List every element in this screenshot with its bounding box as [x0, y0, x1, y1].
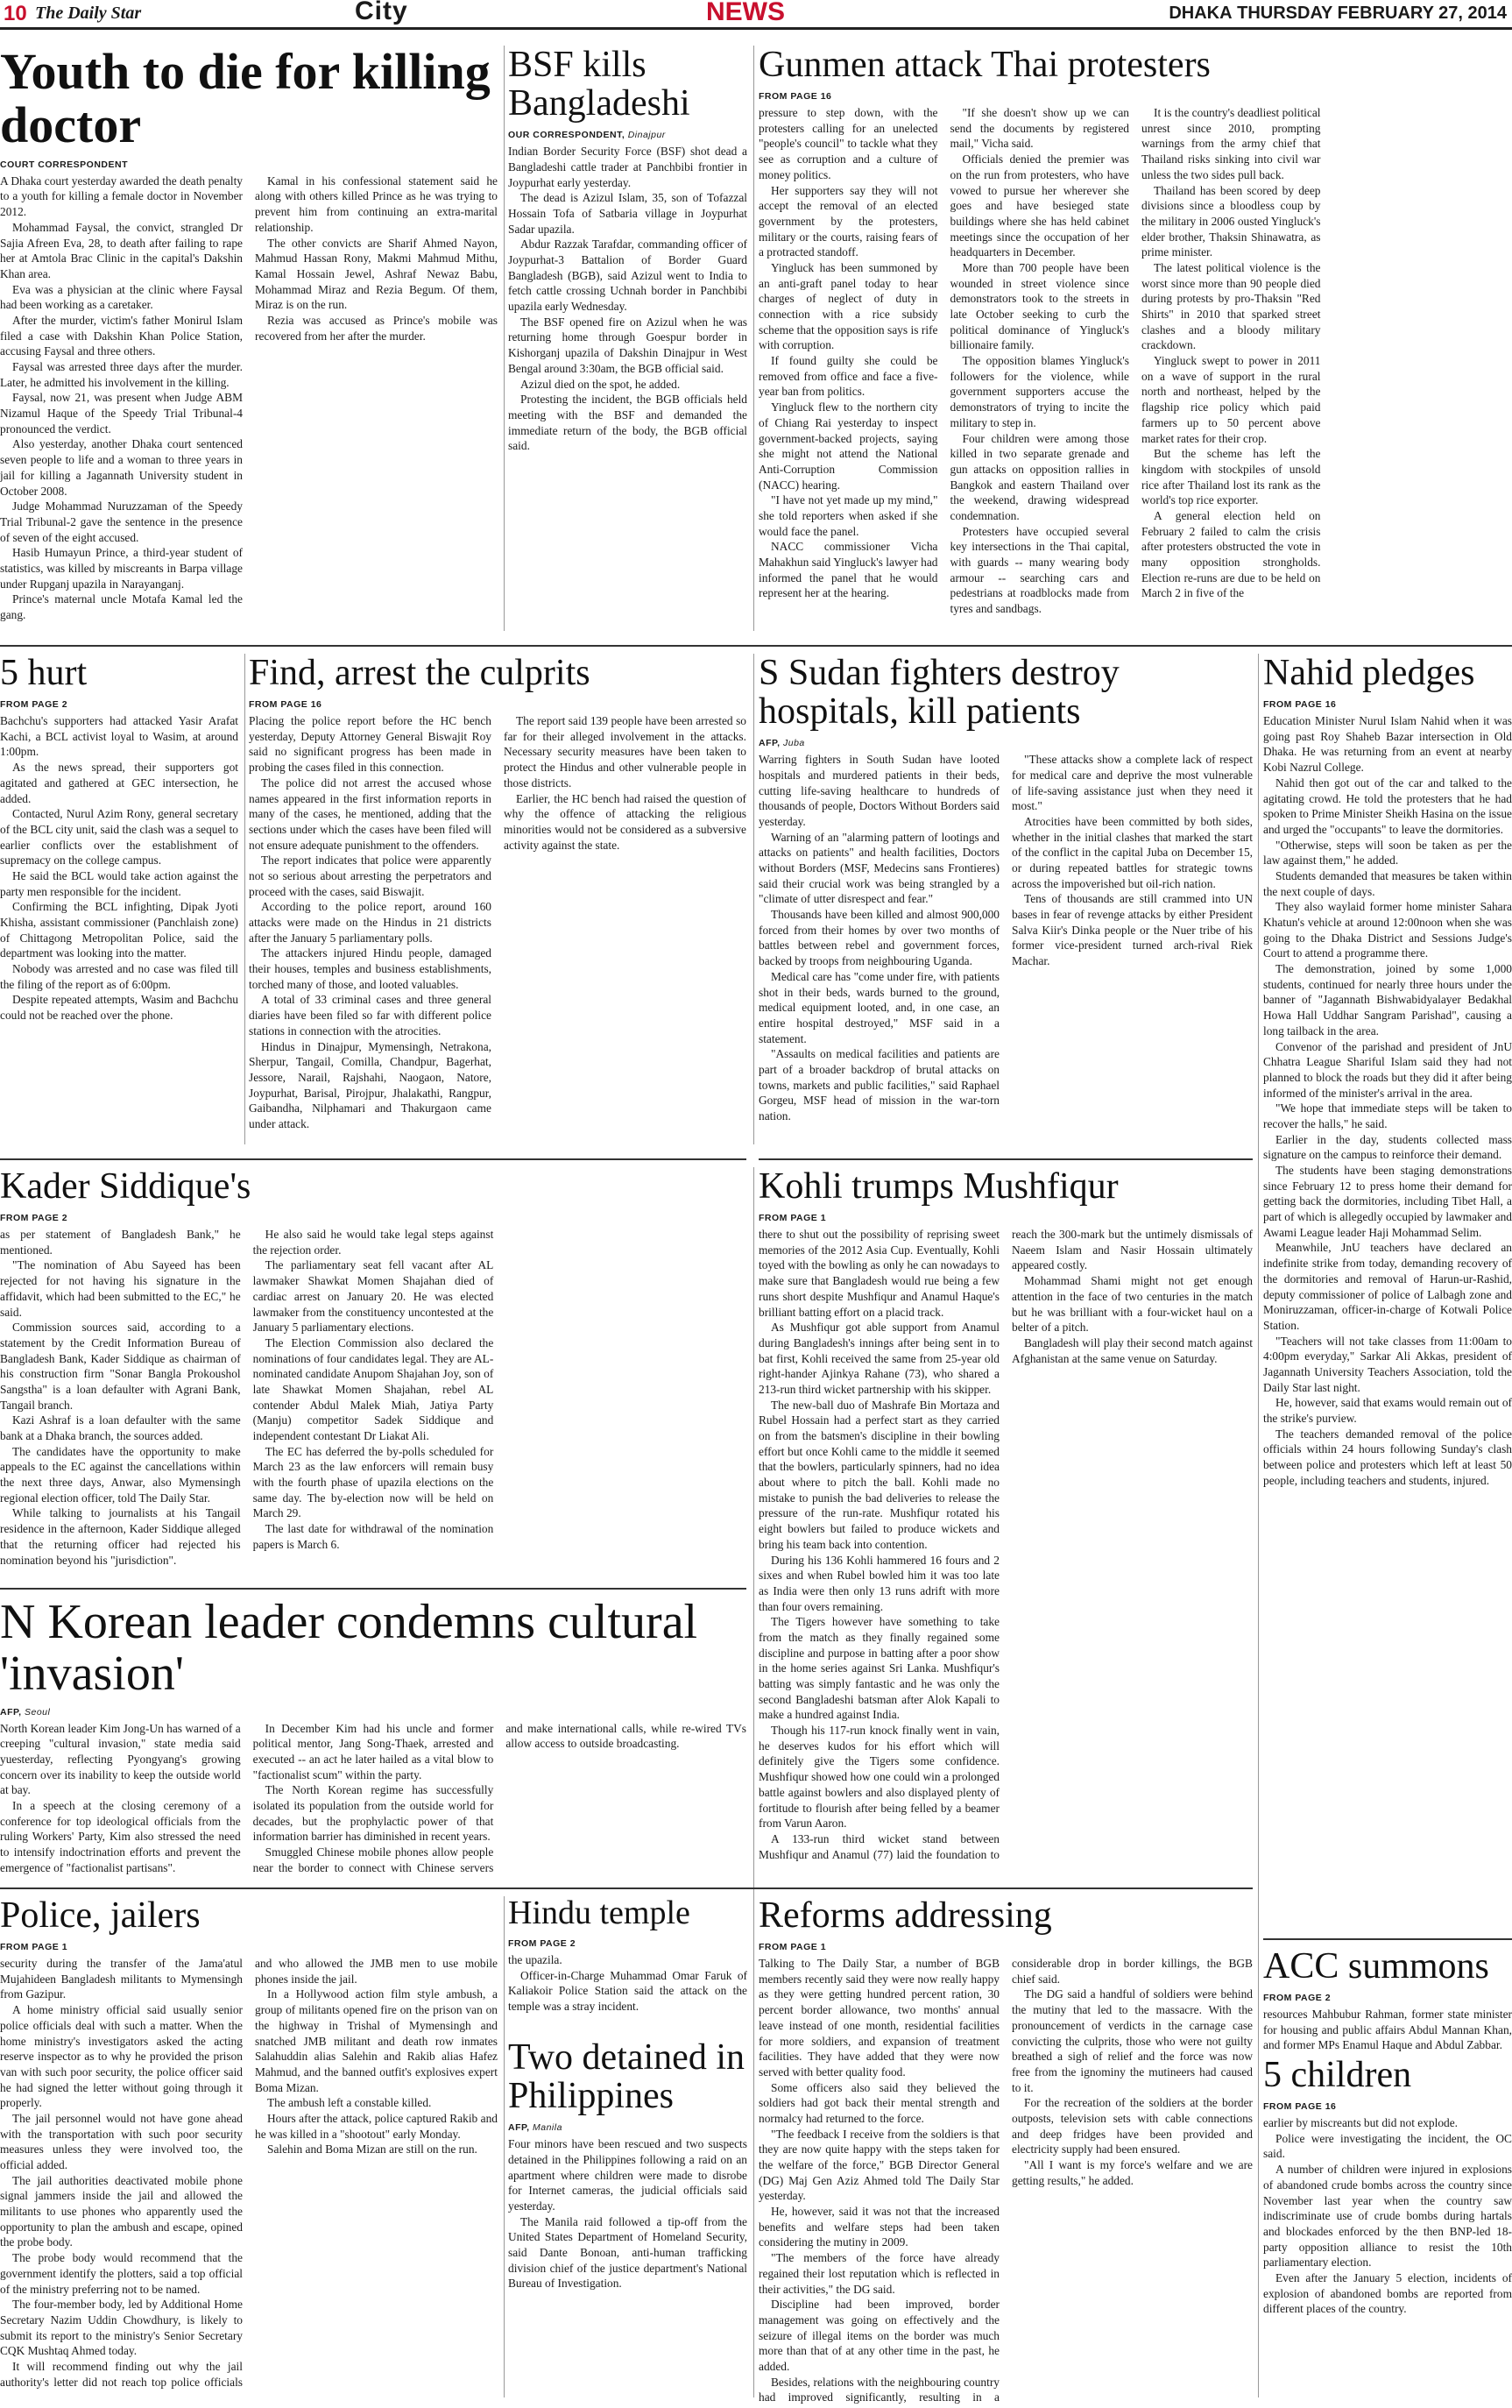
paragraph: More than 700 people have been wounded in street violence since demonstrators took to the streets in late October seeking to curb the political dominance of Yingluck's billionaire family.: [950, 260, 1129, 352]
paragraph: The DG said a handful of soldiers were behind the mutiny that led to the massacre. With the pronouncement of verdicts in the carnage case convicting the culprits, those who were not guilty breathed a sigh of relief and the force was now free from the ignominy the mutineers had caused to it.: [1012, 1987, 1253, 2094]
article-body: [759, 752, 1253, 1144]
headline: BSF kills Bangladeshi: [508, 46, 690, 124]
paragraph: For the recreation of the soldiers at the border outposts, television sets with cable connections and deep fridges have been provided and electricity supply had been ensured.: [1012, 2096, 1253, 2157]
paragraph: Judge Mohammad Nuruzzaman of the Speedy Trial Tribunal-2 gave the sentence in the presence of seven of the eight accused.: [0, 499, 243, 544]
byline: OUR CORRESPONDENT, Dinajpur: [508, 130, 666, 141]
byline: AFP, Juba: [759, 738, 805, 749]
story-kohli: [759, 1167, 1253, 1877]
paragraph: The four-member body, led by Additional Home Secretary Nazim Uddin Chowdhury, is likely to submit its report to the ministry's Senior Secretary CQK Mushtaq Ahmed today.: [0, 2298, 243, 2358]
paragraph: The jail personnel would not have gone ahead with the transportation with such poor security measures unless they were involved too, the official added.: [0, 2111, 243, 2172]
paragraph: The BSF opened fire on Azizul when he was returning home through Goespur border in Kishorganj upazila of Dakshin Dinajpur in West Bengal around 3:30am, the BGB official said.: [508, 315, 747, 375]
paragraph: According to the police report, around 160 attacks were made on the Hindus in 21 districts after the January 5 parliamentary polls.: [249, 900, 491, 945]
paragraph: The report said 139 people have been arrested so far for their alleged involvement in the attacks. Necessary security measures have been taken to protect the Hindus and other vulnerable people in those districts.: [504, 714, 746, 790]
paragraph: Four children were among those killed in two separate grenade and gun attacks on opposition rallies in Bangkok and eastern Thailand over the weekend, drawing widespread condemnation.: [950, 431, 1129, 522]
paragraph: The new-ball duo of Mashrafe Bin Mortaza and Rubel Hossain had a perfect start as they carried on from the batsmen's discipline in their bowling effort but once Kohli came to the middle it seemed that the bowlers, particularly spinners, had no idea about where to pitch the ball. Kohli made no mistake to punish the bad deliveries to release the pressure of the run-rate. Mushfiqur rotated his eight bowlers but failed to produce wickets and bring his team back into contention.: [759, 1398, 1000, 1551]
paragraph: Confirming the BCL infighting, Dipak Jyoti Khisha, assistant commissioner (Panchlaish zone) of Chittagong Metropolitan Police, said the department was looking into the matter.: [0, 900, 238, 960]
article-body: [1263, 2007, 1512, 2056]
paragraph: A Dhaka court yesterday awarded the death penalty to a youth for killing a female doctor in November 2012.: [0, 174, 243, 219]
article-body: [0, 174, 498, 631]
paragraph: "All I want is my force's welfare and we are getting results," he added.: [1012, 2158, 1253, 2187]
article-body: [0, 713, 238, 1144]
byline: AFP, Seoul: [0, 1706, 51, 1717]
story-children: [1263, 2056, 1512, 2408]
section-label: City: [355, 0, 408, 25]
headline: 5 children: [1263, 2056, 1412, 2095]
article-body: [1263, 713, 1512, 1937]
byline: FROM PAGE 16: [1263, 2101, 1337, 2113]
paragraph: They also waylaid former home minister Sahara Khatun's vehicle at around 12:00noon when she was going to the Dhaka District and Sessions Judge's Court to attend a programme there.: [1263, 900, 1512, 960]
headline: Kader Siddique's: [0, 1167, 251, 1207]
paragraph: Placing the police report before the HC bench yesterday, Deputy Attorney General Biswajit Roy said no significant progress has been made in probing the cases filed in this connection.: [249, 714, 491, 775]
paragraph: Azizul died on the spot, he added.: [520, 377, 681, 391]
headline: Police, jailers: [0, 1896, 201, 1936]
paragraph: Earlier in the day, students collected mass signature on the campus to reinforce their demand.: [1263, 1132, 1512, 1162]
paragraph: Medical care has "come under fire, with patients shot in their beds, wards burned to the ground, medical equipment looted, and, in one case, an entire hospital destroyed," MSF said in a statement.: [759, 969, 1000, 1045]
paragraph: Kazi Ashraf is a loan defaulter with the same bank at a Dhaka branch, the sources added.: [0, 1413, 241, 1443]
paragraph: Hindus in Dinajpur, Mymensingh, Netrakona, Sherpur, Tangail, Comilla, Chandpur, Bagerhat, Jessore, Narail, Rajshahi, Naogaon, Natore, Joypurhat, Barisal, Pirojpur, Jhalakathi, Rangpur, Gaibandha, Nilphamari and Thakurgaon came under attack.: [249, 1039, 491, 1130]
paragraph: Yingluck flew to the northern city of Chiang Rai yesterday to inspect government-backed projects, saying she might not attend the National Anti-Corruption Commission (NACC) hearing.: [759, 400, 938, 492]
headline: Kohli trumps Mushfiqur: [759, 1167, 1119, 1207]
paragraph: Meanwhile, JnU teachers have declared an indefinite strike from today, demanding recovery of the dormitories and removal of Harun-ur-Rashid, deputy commissioner of police of Lalbagh zone and Moniruzzaman, officer-in-charge of Kotwali Police Station.: [1263, 1241, 1512, 1332]
headline: N Korean leader condemns cultural 'invasion': [0, 1597, 698, 1701]
paragraph: Hours after the attack, police captured Rakib and he was killed in a "shootout" early Monday.: [255, 2111, 498, 2141]
paragraph: He also said he would take legal steps against the rejection order.: [252, 1228, 494, 1257]
byline: AFP, Manila: [508, 2122, 562, 2134]
paragraph: Commission sources said, according to a statement by the Credit Information Bureau of Bangladesh Bank, Kader Siddique as chairman of his construction firm "Sonar Bangla Prokoushol Sangstha" is a loan defaulter with Agrani Bank, Tangail branch.: [0, 1321, 241, 1412]
paragraph: "Teachers will not take classes from 11:00am to 4:00pm everyday," Sarkar Ali Akkas, president of Jagannath University Teachers Association, told the Daily Star last night.: [1263, 1334, 1512, 1394]
paragraph: The teachers demanded removal of the police officials within 24 hours following Sunday's clash between police and protesters which left at least 50 people, including teachers and students, injured.: [1263, 1427, 1512, 1487]
article-body: [0, 1956, 498, 2408]
paragraph: "The feedback I receive from the soldiers is that they are now quite happy with the steps taken for the welfare of the force," BGB Director General (DG) Maj Gen Aziz Ahmed told The Daily Star yesterday.: [759, 2127, 1000, 2203]
paragraph: Thailand has been scored by deep divisions since a bloodless coup by the military in 2006 ousted Yingluck's elder brother, Thaksin Shinawatra, as prime minister.: [1141, 183, 1321, 259]
paragraph: Her supporters say they will not accept the removal of an elected government by the protesters, military or the courts, raising fears of a protracted standoff.: [759, 183, 938, 259]
paragraph: Rezia was accused as Prince's mobile was recovered from her after the murder.: [255, 313, 498, 343]
article-body: [249, 713, 746, 1144]
story-acc: [1263, 1947, 1512, 2056]
paragraph: But the scheme has left the kingdom with stockpiles of unsold rice after Thailand lost its rank as the world's top rice exporter.: [1141, 447, 1321, 507]
byline: FROM PAGE 2: [508, 1937, 576, 1949]
paragraph: NACC commissioner Vicha Mahakhun said Yingluck's lawyer had informed the panel that he would represent her at the hearing.: [759, 540, 938, 600]
paragraph: Talking to The Daily Star, a number of BGB members recently said they were now really happy as they were getting hundred percent ration, 30 percent border allowance, two months' annual leave instead of one month, residential facilities for more soldiers, and expansion of treatment facilities. They have added that they were now served with better quality food.: [759, 1957, 1000, 2079]
article-body: [0, 1721, 746, 1877]
paragraph: Police were investigating the incident, the OC said.: [1263, 2131, 1512, 2161]
paragraph: "We hope that immediate steps will be taken to recover the halls," he said.: [1263, 1101, 1512, 1130]
paragraph: security during the transfer of the Jama'atul Mujahideen Bangladesh militants to Mymensingh from Gazipur.: [0, 1957, 243, 2001]
paragraph: "The nomination of Abu Sayeed has been rejected for not having his signature in the affidavit, which had been submitted to the EC," he said.: [0, 1258, 241, 1319]
byline: FROM PAGE 2: [1263, 1993, 1332, 2004]
story-youth: [0, 46, 498, 631]
paragraph: Protesting the incident, the BGB officials held meeting with the BSF and demanded the immediate return of the body, the BGB official said.: [508, 393, 747, 453]
article-body: [0, 1227, 746, 1579]
paragraph: Faysal, now 21, was present when Judge ABM Nizamul Haque of the Speedy Trial Tribunal-4 pronounced the verdict.: [0, 391, 243, 436]
dateline: DHAKA THURSDAY FEBRUARY 27, 2014: [1169, 4, 1507, 23]
paragraph: Discipline had been improved, border management was going on effectively and the seizure of illegal items on the border was much more than that of at any other time in the past, he added.: [759, 2298, 1000, 2373]
paragraph: The dead is Azizul Islam, 35, son of Tofazzal Hossain Tofa of Satbaria village in Joypurhat Sadar upazila.: [508, 191, 747, 236]
headline: Find, arrest the culprits: [249, 654, 590, 693]
paragraph: Eva was a physician at the clinic where Faysal had been working as a caretaker.: [0, 282, 243, 312]
paragraph: Earlier, the HC bench had raised the question of why the offence of attacking the religious minorities would not be considered as a subversive activity against the state.: [504, 791, 746, 852]
paragraph: As the news spread, their supporters got agitated and gathered at GEC intersection, he added.: [0, 761, 238, 805]
paragraph: Officer-in-Charge Muhammad Omar Faruk of Kaliakoir Police Station said the attack on the temple was a stray incident.: [508, 1968, 747, 2013]
paragraph: While talking to journalists at his Tangail residence in the afternoon, Kader Siddique alleged that the returning officer had rejected his nomination beyond his "jurisdiction".: [0, 1506, 241, 1567]
paragraph: The EC has deferred the by-polls scheduled for March 23 as the law enforcers will remain busy with the fourth phase of upazila elections on the same day. The by-election now will be held on March 29.: [252, 1444, 494, 1520]
byline: FROM PAGE 1: [759, 1213, 827, 1224]
article-body: [508, 144, 747, 631]
story-5-hurt: [0, 654, 238, 1144]
paragraph: Yingluck has been summoned by an anti-graft panel today to hear charges of neglect of duty in connection with a rice subsidy scheme that the opposition says is rife with corruption.: [759, 260, 938, 352]
article-body: [759, 1227, 1253, 1877]
paragraph: "These attacks show a complete lack of respect for medical care and deprive the most vulnerable of life-saving assistance just when they need it most.": [1012, 753, 1253, 813]
headline: Youth to die for killing doctor: [0, 46, 491, 153]
story-bsf: [508, 46, 747, 631]
paragraph: Prince's maternal uncle Motafa Kamal led the gang.: [0, 592, 243, 622]
paragraph: Mohammad Faysal, the convict, strangled Dr Sajia Afreen Eva, 28, to death after failing to rape her at Amtola Brac Clinic in the capital's Dakshin Khan area.: [0, 220, 243, 280]
paragraph: The Election Commission also declared the nominations of four candidates legal. They are AL-nominated candidate Anupom Shajahan Joy, son of late Shawkat Momen Shajahan, rebel AL contender Abdul Malek Miah, Jatiya Party (Manju) competitor Sadek Siddique and independent contestant Dr Liakat Ali.: [252, 1335, 494, 1443]
paragraph: Nobody was arrested and no case was filed till the filing of the report as of 6:00pm.: [0, 962, 238, 991]
article-body: [508, 1952, 747, 2036]
byline: FROM PAGE 16: [1263, 699, 1337, 711]
paragraph: Besides, relations with the neighbouring country had improved significantly, resulting in a considerable drop in border killings, the BGB chief said.: [759, 1957, 1253, 2404]
paragraph: "If she doesn't show up we can send the documents by registered mail," Vicha said.: [950, 106, 1129, 151]
paragraph: As Mushfiqur got able support from Anamul during Bangladesh's innings after being sent in to bat first, Kohli received the same from 25-year old right-hander Ajinkya Rahane (73), who shared a 213-run third wicket partnership with his skipper.: [759, 1321, 1000, 1396]
paragraph: The other convicts are Sharif Ahmed Nayon, Mahmud Hassan Rony, Makmi Mahmud Mithu, Kamal Hossain Jewel, Ashraf Newaz Babu, Mohammad Miraz and Rezia Begum. Of them, Miraz is on the run.: [255, 236, 498, 312]
byline: FROM PAGE 16: [249, 699, 322, 711]
paragraph: earlier by miscreants but did not explode.: [1263, 2116, 1458, 2130]
masthead-logo: The Daily Star: [35, 4, 142, 23]
paragraph: Four minors have been rescued and two suspects detained in the Philippines following a raid on an apartment where children were made to disrobe for Internet cameras, the judicial officials said yesterday.: [508, 2137, 747, 2213]
story-culprits: [249, 654, 746, 1144]
paragraph: Bachchu's supporters had attacked Yasir Arafat Kachi, a BCL activist loyal to Wasim, at around 1:00pm.: [0, 714, 238, 759]
paragraph: pressure to step down, with the protesters calling for an unelected "people's council" to tackle what they see as corruption and a culture of money politics.: [759, 106, 938, 181]
paragraph: In a Hollywood action film style ambush, a group of militants opened fire on the prison van on the highway in Trishal of Mymensingh and snatched JMB militant and death row inmates Salahuddin alias Salehin and Rakib alias Hafez Mahmud, and the banned outfit's explosives expert Boma Mizan.: [255, 1987, 498, 2094]
paragraph: "I have not yet made up my mind," she told reporters when asked if she would face the panel.: [759, 493, 938, 538]
story-sudan: [759, 654, 1253, 1144]
paragraph: Kamal in his confessional statement said he along with others killed Prince as he was trying to prevent him from continuing an extra-marital relationship.: [255, 174, 498, 234]
paragraph: Faysal was arrested three days after the murder. Later, he admitted his involvement in the killing.: [0, 360, 243, 389]
paragraph: resources Mahbubur Rahman, former state minister for housing and public affairs Abdul Mannan Khan, and former MPs Enamul Haque and Abdul Zabbar.: [1263, 2008, 1512, 2052]
paragraph: The latest political violence is the worst since more than 90 people died during protests by pro-Thaksin "Red Shirts" in 2010 that sparked street clashes and a bloody military crackdown.: [1141, 260, 1321, 352]
paragraph: The last date for withdrawal of the nomination papers is March 6.: [252, 1522, 494, 1551]
paragraph: Officials denied the premier was on the run from protesters, who have vowed to pursue her wherever she goes and have besieged state buildings where she has held cabinet meetings since the occupation of her headquarters in December.: [950, 152, 1129, 259]
story-reforms: [759, 1896, 1253, 2408]
paragraph: The demonstration, joined by some 1,000 students, continued for nearly three hours under the banner of "Jagannath Bishwabidyalayer Bedakhal Howa Hall Uddhar Sangram Parishad", causing a long tailback in the area.: [1263, 962, 1512, 1038]
story-nahid: [1263, 654, 1512, 1937]
paragraph: The jail authorities deactivated mobile phone signal jammers inside the jail and allowed the militants to use phones who apparently used the opportunity to plan the ambush and escape, opined the probe body.: [0, 2173, 243, 2249]
paragraph: After the murder, victim's father Monirul Islam filed a case with Dakshin Khan Police Station, accusing Faysal and three others.: [0, 313, 243, 358]
page-number: 10: [4, 2, 27, 25]
byline: FROM PAGE 2: [0, 699, 68, 711]
paragraph: A home ministry official said usually senior police officials deal with such a matter. When the home ministry's investigators asked the acting reserve inspector as to why he provided the prison van with such poor security, the police officer said he had signed the letter without going through it properly.: [0, 2003, 243, 2110]
paragraph: During his 136 Kohli hammered 16 fours and 2 sixes and when Rubel bowled him it was too late as India were then only 13 runs adrift with more than four overs remaining.: [759, 1553, 1000, 1613]
paragraph: It will recommend finding out why the jail authority's letter did not reach top police officials and who allowed the JMB men to use mobile phones inside the jail.: [0, 1957, 498, 2389]
byline: FROM PAGE 1: [759, 1942, 827, 1953]
byline: FROM PAGE 1: [0, 1942, 68, 1953]
byline: FROM PAGE 2: [0, 1213, 68, 1224]
paragraph: The police did not arrest the accused whose names appeared in the first information reports in many of the cases, he mentioned, adding that the sections under which the cases have been filed will not ensure adequate punishment to the offenders.: [249, 776, 491, 852]
paragraph: Also yesterday, another Dhaka court sentenced seven people to life and a woman to three years in jail for killing a Jagannath University student in October 2008.: [0, 437, 243, 498]
paragraph: Students demanded that measures be taken within the next couple of days.: [1263, 868, 1512, 898]
news-label: NEWS: [706, 0, 785, 26]
headline: Reforms addressing: [759, 1896, 1052, 1936]
headline: S Sudan fighters destroy hospitals, kill patients: [759, 654, 1120, 733]
paragraph: as per statement of Bangladesh Bank," he mentioned.: [0, 1228, 241, 1257]
paragraph: A total of 33 criminal cases and three general diaries have been filed so far with different police stations in connection with the atrocities.: [249, 993, 491, 1038]
paragraph: A general election held on February 2 failed to calm the crisis after protesters obstructed the vote in many opposition strongholds. Election re-runs are due to be held on March 2 in five of the: [1141, 508, 1321, 600]
headline: Two detained in Philippines: [508, 2038, 745, 2117]
story-nkorea: [0, 1597, 746, 1877]
paragraph: Bangladesh will play their second match against Afghanistan at the same venue on Saturday.: [1012, 1335, 1253, 1365]
paragraph: North Korean leader Kim Jong-Un has warned of a creeping "cultural invasion," state media said yuesterday, reflecting Pyongyang's growing concern over its inability to keep the outside world at bay.: [0, 1721, 241, 1797]
headline: ACC summons: [1263, 1947, 1489, 1987]
paragraph: Yingluck swept to power in 2011 on a wave of support in the rural north and northeast, helped by the flagship rice policy which paid farmers up to 50 percent above market rates for their crop.: [1141, 354, 1321, 445]
paragraph: The opposition blames Yingluck's followers for the violence, while government supporters accuse the demonstrators of trying to incite the military to step in.: [950, 354, 1129, 429]
story-hindu: [508, 1896, 747, 2036]
paragraph: He, however, said it was not that the increased benefits and welfare steps had been taken considering the mutiny in 2009.: [759, 2205, 1000, 2249]
paragraph: The candidates have the opportunity to make appeals to the EC against the cancellations within the next three days, Anwar, also Mymensingh regional election officer, told The Daily Star.: [0, 1444, 241, 1505]
byline: FROM PAGE 16: [759, 91, 832, 103]
paragraph: Thousands have been killed and almost 900,000 forced from their homes by over two months of battles between rebel and government forces, backed by troops from neighbouring Uganda.: [759, 908, 1000, 968]
paragraph: He, however, said that exams would remain out of the strike's purview.: [1263, 1396, 1512, 1426]
paragraph: Warning of an "alarming pattern of lootings and attacks on patients" and health facilities, Doctors without Borders (MSF, Medecins sans Frontieres) said their crucial work was being strangled by a "climate of utter disrespect and fear.": [759, 830, 1000, 906]
headline: Nahid pledges: [1263, 654, 1475, 693]
paragraph: The North Korean regime has successfully isolated its population from the outside world for decades, but the prophylactic power of that information barrier has diminished in recent years.: [252, 1783, 494, 1844]
paragraph: the upazila.: [508, 1952, 562, 1966]
story-thai: [759, 46, 1512, 631]
article-body: [759, 1956, 1253, 2408]
paragraph: Indian Border Security Force (BSF) shot dead a Bangladeshi cattle trader at Panchbibi frontier in Joypurhat early yesterday.: [508, 145, 747, 189]
story-kader: [0, 1167, 746, 1579]
page-header: [0, 0, 1512, 30]
paragraph: Tens of thousands are still crammed into UN bases in fear of revenge attacks by either President Salva Kiir's Dinka people or the Nuer tribe of his former vice-president turned arch-rival Riek Machar.: [1012, 892, 1253, 968]
story-police: [0, 1896, 498, 2408]
paragraph: The report indicates that police were apparently not so serious about arresting the perpetrators and proceed with the cases, said Biswajit.: [249, 853, 491, 898]
paragraph: "Otherwise, steps will soon be taken as per the law against them," he added.: [1263, 838, 1512, 868]
article-body: [1263, 2115, 1512, 2408]
paragraph: Abdur Razzak Tarafdar, commanding officer of Joypurhat-3 Battalion of Border Guard Bangladesh (BGB), said Azizul went to India to fetch cattle crossing Uchnah border in Panchbibi upazila early Wednesday.: [508, 237, 747, 314]
article-body: [508, 2136, 747, 2408]
paragraph: The attackers injured Hindu people, damaged their houses, temples and business establishments, torched many of those, and looted valuables.: [249, 946, 491, 991]
paragraph: Warring fighters in South Sudan have looted hospitals and murdered patients in their beds, cutting life-saving healthcare to hundreds of thousands of people, Doctors Without Borders said yesterday.: [759, 753, 1000, 828]
headline: Gunmen attack Thai protesters: [759, 46, 1211, 85]
paragraph: Mohammad Shami might not get enough attention in the face of two centuries in the match but he was brilliant with a four-wicket haul on a belter of a pitch.: [1012, 1274, 1253, 1335]
paragraph: The Manila raid followed a tip-off from the United States Department of Homeland Security, said Dante Bonoan, anti-human trafficking division chief of the justice department's National Bureau of Investigation.: [508, 2214, 747, 2291]
paragraph: Even after the January 5 election, incidents of explosion of abandoned bombs are reported from different places of the country.: [1263, 2270, 1512, 2316]
paragraph: A 133-run third wicket stand between Mushfiqur and Anamul (77) laid the foundation to reach the 300-mark but the untimely dismissals of Naeem Islam and Nasir Hossain ultimately appeared costly.: [759, 1228, 1253, 1861]
headline: Hindu temple: [508, 1896, 690, 1931]
paragraph: Salehin and Boma Mizan are still on the run.: [267, 2142, 477, 2157]
paragraph: Some officers also said they believed the soldiers had got back their mental strength and normalcy had returned to the force.: [759, 2080, 1000, 2125]
paragraph: If found guilty she could be removed from office and face a five-year ban from politics.: [759, 354, 938, 399]
byline: COURT CORRESPONDENT: [0, 159, 129, 170]
story-philippines: [508, 2038, 747, 2408]
paragraph: The parliamentary seat fell vacant after AL lawmaker Shawkat Momen Shajahan died of cardiac arrest on January 20. He was elected lawmaker from the constituency uncontested at the January 5 parliamentary elections.: [252, 1258, 494, 1335]
paragraph: In a speech at the closing ceremony of a conference for top ideological officials from the ruling Workers' Party, Kim also stressed the need to intensify indoctrination efforts and prevent the emergence of "factionalist partisans".: [0, 1799, 241, 1874]
paragraph: The probe body would recommend that the government identify the plotters, said a top official of the ministry preferring not to be named.: [0, 2251, 243, 2296]
paragraph: Hasib Humayun Prince, a third-year student of statistics, was killed by miscreants in Barpa village under Rupganj upazila in Narayanganj.: [0, 546, 243, 591]
paragraph: Protesters have occupied several key intersections in the Thai capital, with guards -- many wearing body armour -- searching cars and pedestrians at roadblocks made from tyres and sandbags.: [950, 524, 1129, 616]
paragraph: Education Minister Nurul Islam Nahid when it was going past Roy Shaheb Bazar intersection in Old Dhaka. He was returning from an event at nearby Kobi Nazrul College.: [1263, 714, 1512, 775]
paragraph: He said the BCL would take action against the party men responsible for the incident.: [0, 868, 238, 898]
paragraph: Atrocities have been committed by both sides, whether in the initial clashes that marked the start of the conflict in the capital Juba on December 15, or during repeated battles for strategic towns across the impoverished but oil-rich nation.: [1012, 814, 1253, 890]
paragraph: It is the country's deadliest political unrest since 2010, prompting warnings from the army chief that Thailand risks sinking into civil war unless the two sides pull back.: [1141, 106, 1321, 181]
paragraph: The ambush left a constable killed.: [267, 2096, 432, 2110]
headline: 5 hurt: [0, 654, 88, 693]
paragraph: Smuggled Chinese mobile phones allow people near the border to connect with Chinese servers and make international calls, while re-wired TVs allow access to outside broadcasting.: [252, 1721, 746, 1874]
paragraph: there to shut out the possibility of reprising sweet memories of the 2012 Asia Cup. Eventually, Kohli toyed with the bowling as only he can nowadays to make sure that Bangladesh would rue being a few runs short despite Mushfiqur and Anamul Haque's brilliant batting effort on a placid track.: [759, 1228, 1000, 1319]
paragraph: A number of children were injured in explosions of abandoned crude bombs across the country since November last year when the country saw indiscriminate use of crude bombs during hartals and blockades enforced by the then BNP-led 18-party opposition alliance to resist the 10th parliamentary election.: [1263, 2163, 1512, 2270]
paragraph: "The members of the force have already regained their lost reputation which is reflected in their activities," the DG said.: [759, 2251, 1000, 2296]
paragraph: The students have been staging demonstrations since February 12 to press home their demand for getting back the dormitories, including Tibet Hall, a part of which is allegedly occupied by lawmaker and Awami League leader Haji Mohammad Selim.: [1263, 1164, 1512, 1239]
paragraph: Contacted, Nurul Azim Rony, general secretary of the BCL city unit, said the clash was a sequel to earlier conflicts over the establishment of supremacy on the college campus.: [0, 807, 238, 868]
article-body: [759, 105, 1512, 631]
paragraph: The Tigers however have something to take from the match as they finally regained some discipline and purpose in batting after a poor show in the home series against Sri Lanka. Mushfiqur's batting was simply fantastic and he was only the second Bangladeshi batsman after Alok Kapali to make a hundred against India.: [759, 1615, 1000, 1722]
paragraph: Nahid then got out of the car and talked to the agitating crowd. He told the protesters that he had spoken to Prime Minister Sheikh Hasina on the issue and urged the "occupants" to leave the dormitories.: [1263, 776, 1512, 836]
paragraph: Despite repeated attempts, Wasim and Bachchu could not be reached over the phone.: [0, 993, 238, 1023]
paragraph: "Assaults on medical facilities and patients are part of a broader backdrop of brutal attacks on towns, markets and public facilities," said Raphael Gorgeu, MSF head of mission in the war-torn nation.: [759, 1047, 1000, 1123]
paragraph: In December Kim had his uncle and former political mentor, Jang Song-Thaek, arrested and executed -- an act he later hailed as a vital blow to "factionalist scum" within the party.: [252, 1721, 494, 1781]
paragraph: Convenor of the parishad and president of JnU Chhatra League Shariful Islam said they had not planned to block the roads but they did it after being informed of the minister's arrival in the area.: [1263, 1039, 1512, 1100]
paragraph: Though his 117-run knock finally went in vain, he deserves kudos for his effort which will definitely give the Tigers some confidence. Mushfiqur showed how one could win a prolonged battle against bowlers and also displayed plenty of fortitude to flourish after being felled by a beamer from Varun Aaron.: [759, 1724, 1000, 1831]
